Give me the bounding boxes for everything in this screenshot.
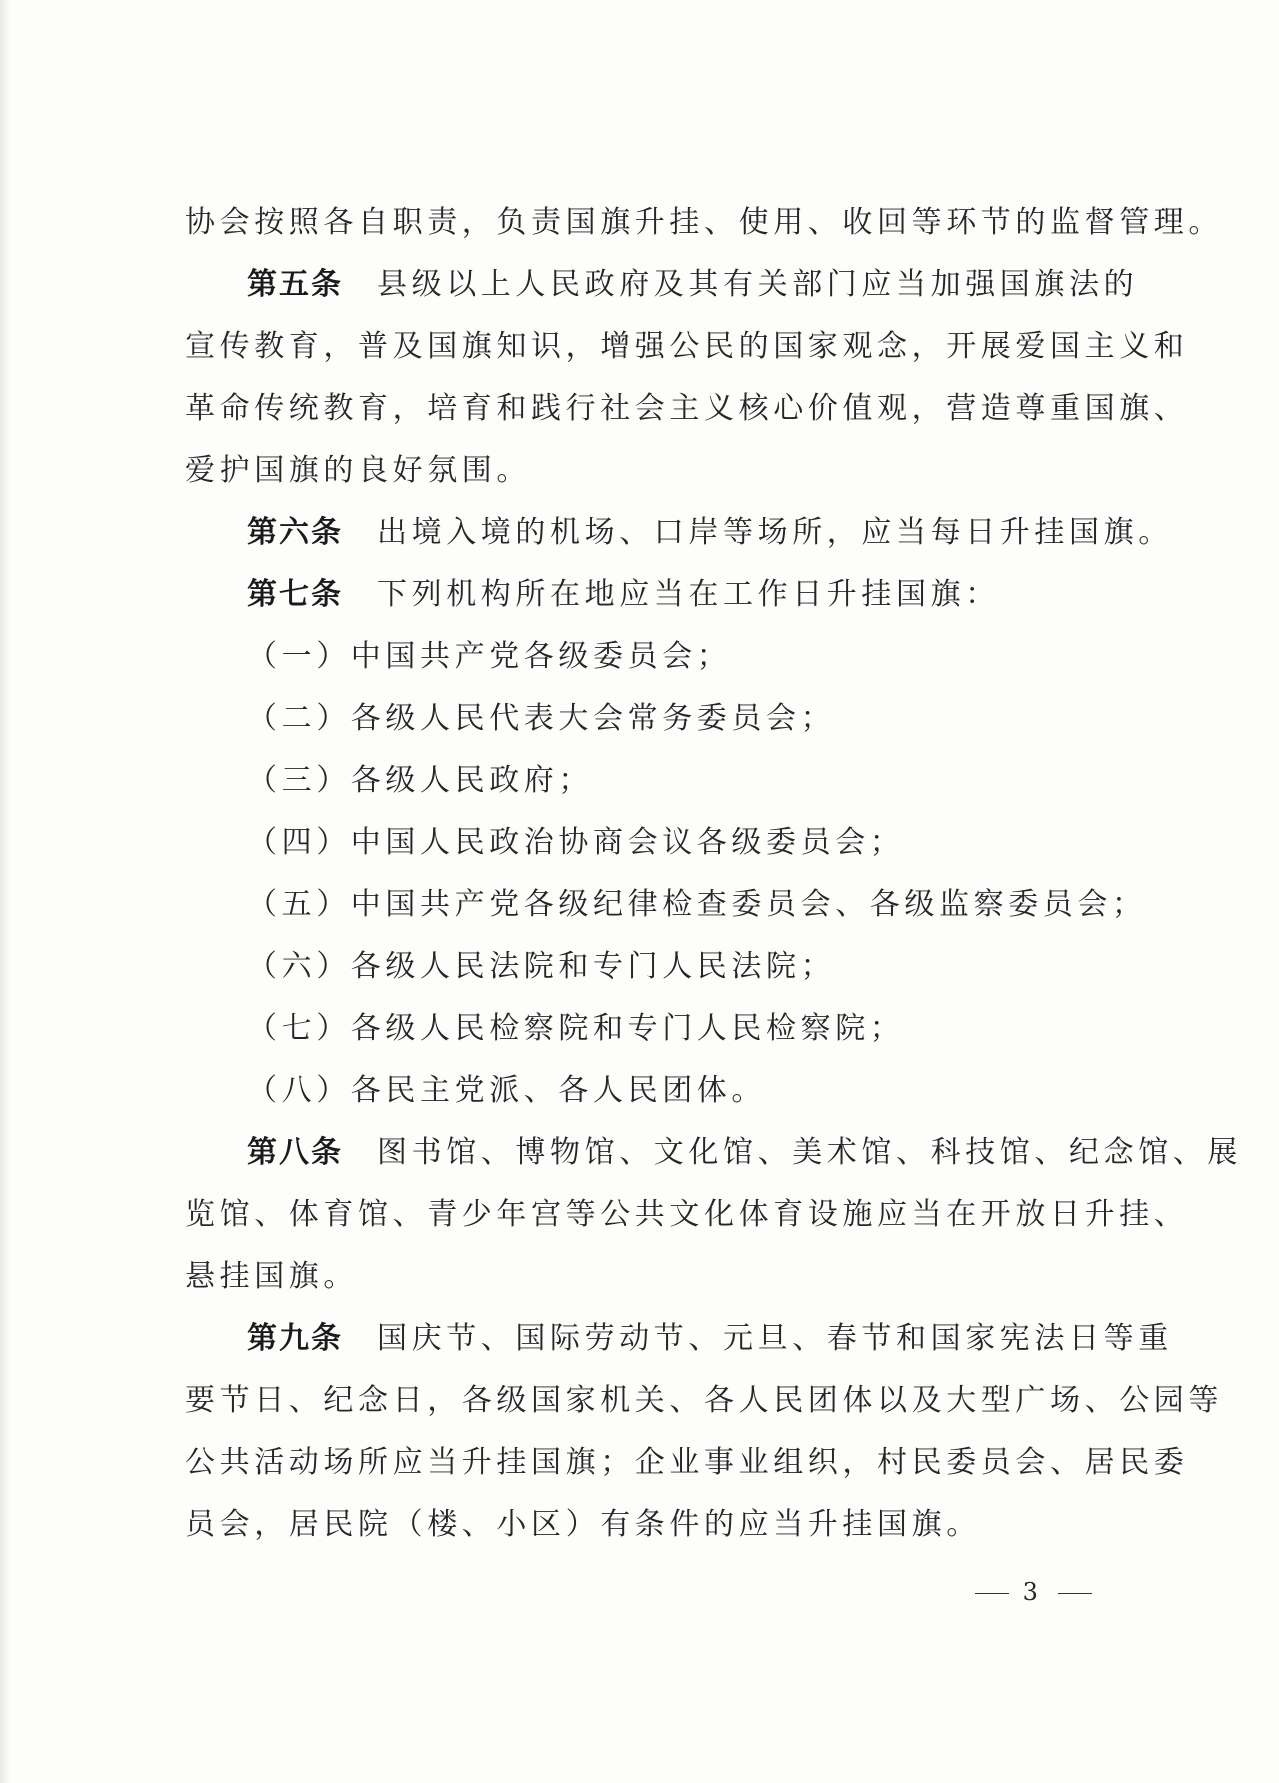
- page-number-dash-left: [975, 1593, 1009, 1594]
- line-text: 公共活动场所应当升挂国旗；企业事业组织，村民委员会、居民委: [185, 1445, 1189, 1480]
- line-text: 图书馆、博物馆、文化馆、美术馆、科技馆、纪念馆、展: [377, 1135, 1242, 1170]
- line-text: （五）中国共产党各级纪律检查委员会、各级监察委员会；: [247, 887, 1147, 922]
- line-text: 县级以上人民政府及其有关部门应当加强国旗法的: [377, 267, 1139, 302]
- line-text: （八）各民主党派、各人民团体。: [247, 1073, 766, 1108]
- article-label: 第六条: [247, 515, 343, 550]
- line-text: 宣传教育，普及国旗知识，增强公民的国家观念，开展爱国主义和: [185, 329, 1189, 364]
- article-label: 第七条: [247, 577, 343, 612]
- text-line: [185, 1370, 1223, 1432]
- text-line: [185, 998, 1120, 1060]
- text-line: [185, 440, 1120, 502]
- text-line: [185, 254, 1139, 316]
- text-line: [185, 1122, 1242, 1184]
- page-number-dash-right: [1058, 1593, 1092, 1594]
- text-line: [185, 502, 1173, 564]
- text-line: [185, 688, 1120, 750]
- line-text: 员会，居民院（楼、小区）有条件的应当升挂国旗。: [185, 1507, 981, 1542]
- text-line: [185, 1060, 1120, 1122]
- line-text: 览馆、体育馆、青少年宫等公共文化体育设施应当在开放日升挂、: [185, 1197, 1189, 1232]
- line-text: 悬挂国旗。: [185, 1259, 358, 1294]
- line-text: （二）各级人民代表大会常务委员会；: [247, 701, 836, 736]
- text-line: [185, 626, 1120, 688]
- article-label: 第五条: [247, 267, 343, 302]
- text-line: [185, 936, 1120, 998]
- line-text: 下列机构所在地应当在工作日升挂国旗：: [377, 577, 1000, 612]
- article-label: 第九条: [247, 1321, 343, 1356]
- document-body: [185, 192, 1242, 1556]
- line-text: 要节日、纪念日，各级国家机关、各人民团体以及大型广场、公园等: [185, 1383, 1223, 1418]
- page-number-value: 3: [1022, 1578, 1044, 1606]
- text-line: [185, 1432, 1189, 1494]
- line-text: （三）各级人民政府；: [247, 763, 593, 798]
- line-text: （七）各级人民检察院和专门人民检察院；: [247, 1011, 905, 1046]
- line-text: 革命传统教育，培育和践行社会主义核心价值观，营造尊重国旗、: [185, 391, 1189, 426]
- line-text: 爱护国旗的良好氛围。: [185, 453, 531, 488]
- text-line: [185, 564, 1120, 626]
- line-text: 协会按照各自职责，负责国旗升挂、使用、收回等环节的监督管理。: [185, 205, 1223, 240]
- text-line: [185, 874, 1147, 936]
- page-number: [975, 1578, 1092, 1606]
- text-line: [185, 1184, 1189, 1246]
- line-text: （四）中国人民政治协商会议各级委员会；: [247, 825, 905, 860]
- article-label: 第八条: [247, 1135, 343, 1170]
- text-line: [185, 750, 1120, 812]
- line-text: （一）中国共产党各级委员会；: [247, 639, 732, 674]
- line-text: 国庆节、国际劳动节、元旦、春节和国家宪法日等重: [377, 1321, 1173, 1356]
- text-line: [185, 192, 1223, 254]
- text-line: [185, 1308, 1173, 1370]
- page-edge-shadow: [0, 0, 10, 1783]
- text-line: [185, 316, 1189, 378]
- line-text: 出境入境的机场、口岸等场所，应当每日升挂国旗。: [377, 515, 1173, 550]
- text-line: [185, 1494, 1120, 1556]
- text-line: [185, 812, 1120, 874]
- text-line: [185, 378, 1189, 440]
- line-text: （六）各级人民法院和专门人民法院；: [247, 949, 836, 984]
- text-line: [185, 1246, 1120, 1308]
